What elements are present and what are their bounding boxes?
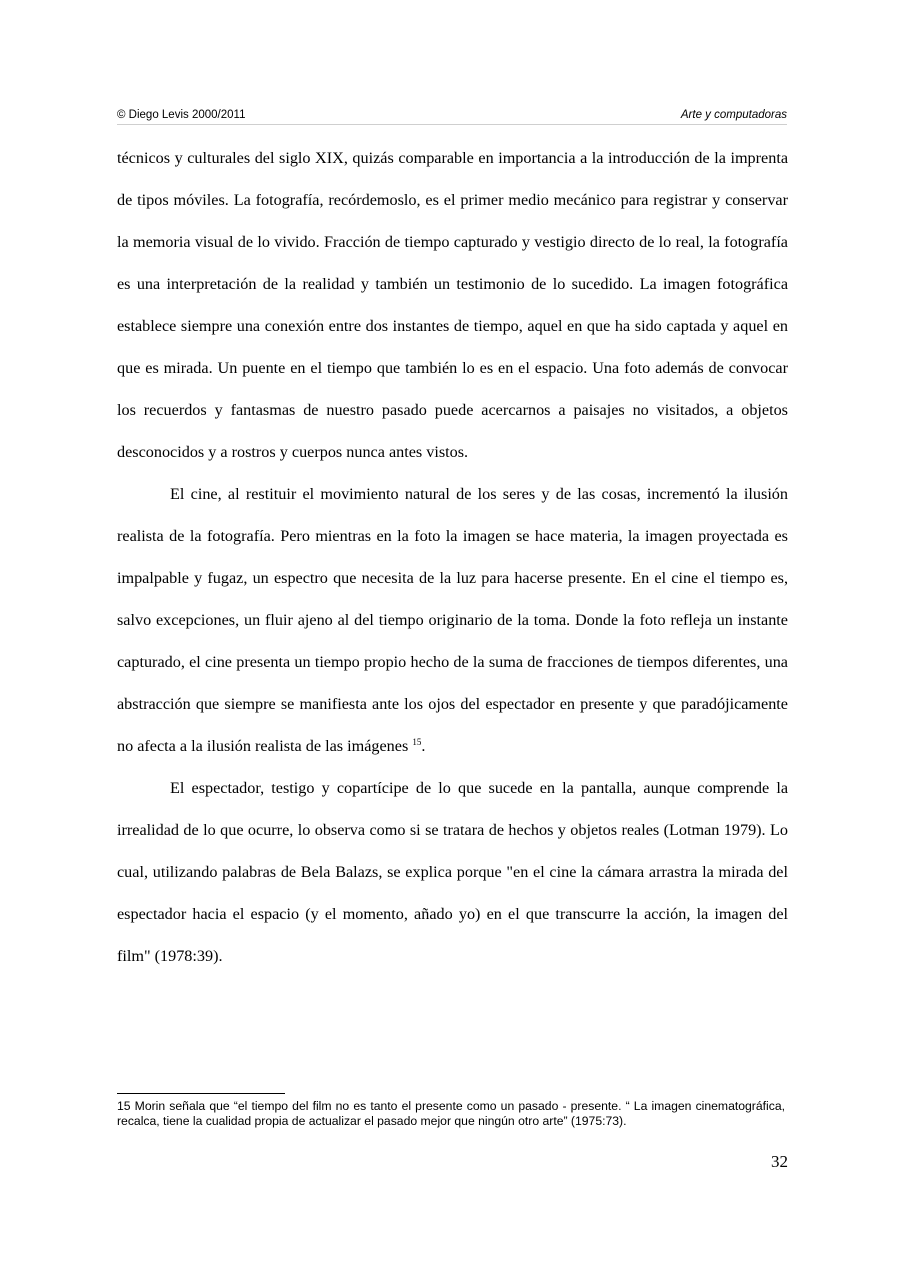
paragraph-2-text: El cine, al restituir el movimiento natural de los seres y de las cosas, incrementó la ilusión realista de la fotografía. Pero mientras en la foto la imagen se hace materia, la imagen proyectada es impalpable y fugaz, un espectro que necesita de la luz para hacerse presente. En el cine el tiempo es, salvo excepciones, un fluir ajeno al del tiempo originario de la toma. Donde la foto refleja un instante capturado, el cine presenta un tiempo propio hecho de la suma de fracciones de tiempos diferentes, una abstracción que siempre se manifiesta ante los ojos del espectador en presente y que paradójicamente no afecta a la ilusión realista de las imágenes — [117, 485, 788, 755]
paragraph-2 — [117, 473, 788, 767]
main-text — [117, 137, 788, 977]
page-number: 32 — [771, 1152, 788, 1171]
paragraph-1: técnicos y culturales del siglo XIX, quizás comparable en importancia a la introducción de la imprenta de tipos móviles. La fotografía, recórdemoslo, es el primer medio mecánico para registrar y conservar la memoria visual de lo vivido. Fracción de tiempo capturado y vestigio directo de lo real, la fotografía es una interpretación de la realidad y también un testimonio de lo sucedido. La imagen fotográfica establece siempre una conexión entre dos instantes de tiempo, aquel en que ha sido captada y aquel en que es mirada. Un puente en el tiempo que también lo es en el espacio. Una foto además de convocar los recuerdos y fantasmas de nuestro pasado puede acercarnos a paisajes no visitados, a objetos desconocidos y a rostros y cuerpos nunca antes vistos. — [117, 149, 788, 461]
header-copyright: © Diego Levis 2000/2011 — [117, 109, 246, 121]
footnote-reference: 15 — [412, 737, 422, 747]
header-title: Arte y computadoras — [680, 109, 787, 121]
footnote-divider — [117, 1093, 285, 1094]
page-header — [117, 108, 787, 125]
paragraph-3: El espectador, testigo y copartícipe de lo que sucede en la pantalla, aunque comprende la irrealidad de lo que ocurre, lo observa como si se tratara de hechos y objetos reales (Lotman 1979). Lo cual, utilizando palabras de Bela Balazs, se explica porque "en el cine la cámara arrastra la mirada del espectador hacia el espacio (y el momento, añado yo) en el que transcurre la acción, la imagen del film" (1978:39). — [117, 779, 788, 965]
footnote-15: 15 Morin señala que “el tiempo del film no es tanto el presente como un pasado - presente. “ La imagen cinematográfica, recalca, tiene la cualidad propia de actualizar el pasado mejor que ningún otro arte” (1975:73). — [117, 1099, 785, 1128]
paragraph-2-end: . — [421, 737, 426, 755]
